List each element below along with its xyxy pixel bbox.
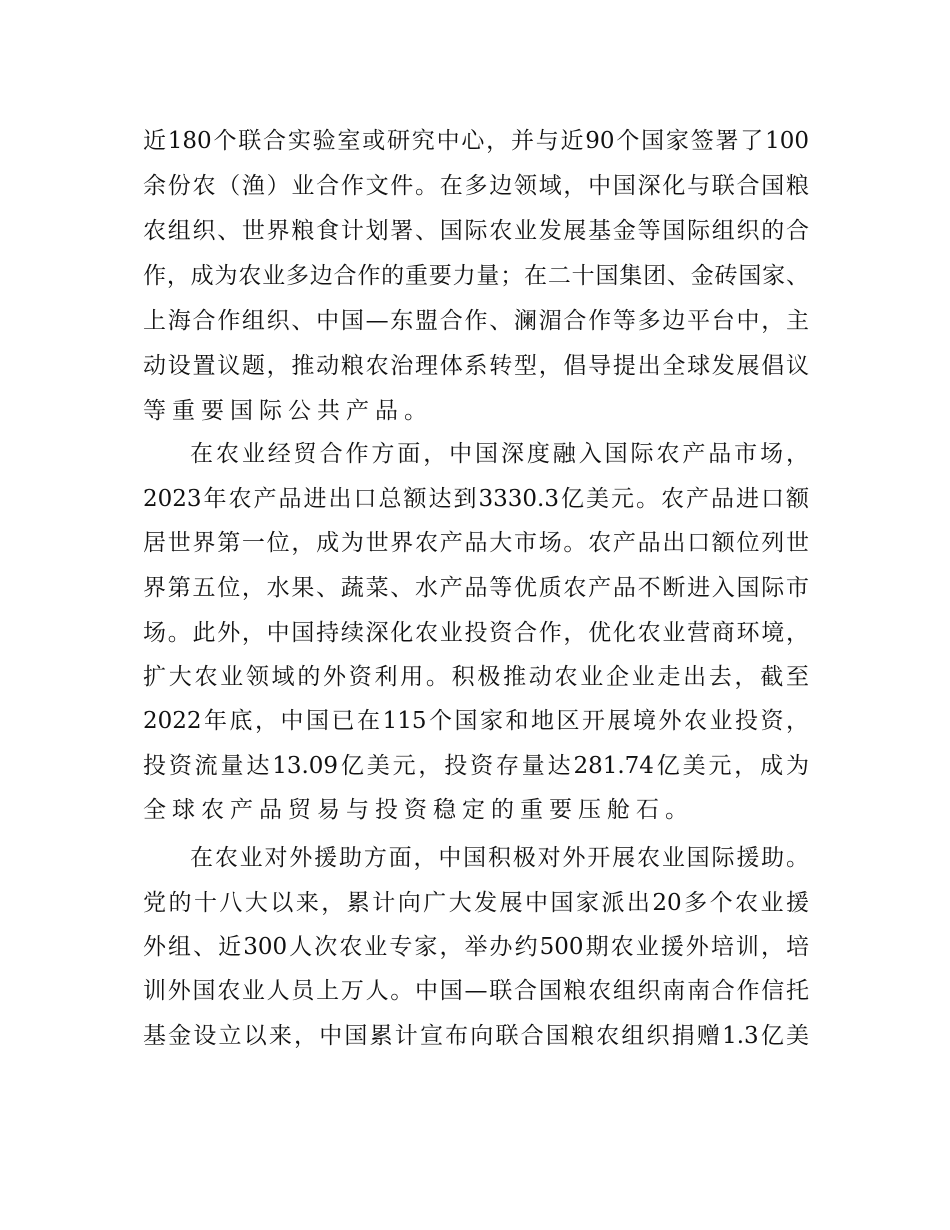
- text-line: 居世界第一位，成为世界农产品大市场。农产品出口额位列世: [143, 530, 809, 556]
- text-line: 场。此外，中国持续深化农业投资合作，优化农业营商环境，: [143, 620, 809, 646]
- text-line: 作，成为农业多边合作的重要力量；在二十国集团、金砖国家、: [143, 263, 809, 289]
- text-line: 党的十八大以来，累计向广大发展中国家派出20多个农业援: [143, 890, 809, 916]
- text-line: 近180个联合实验室或研究中心，并与近90个国家签署了100: [143, 128, 809, 154]
- text-line: 2022年底，中国已在115个国家和地区开展境外农业投资，: [143, 708, 809, 734]
- text-line: 外组、近300人次农业专家，举办约500期农业援外培训，培: [143, 934, 809, 960]
- text-line: 在农业经贸合作方面，中国深度融入国际农产品市场，: [190, 441, 809, 467]
- text-line: 农组织、世界粮食计划署、国际农业发展基金等国际组织的合: [143, 218, 809, 244]
- text-line: 投资流量达13.09亿美元，投资存量达281.74亿美元，成为: [143, 753, 809, 779]
- text-line: 扩大农业领域的外资利用。积极推动农业企业走出去，截至: [143, 664, 809, 690]
- text-line: 等重要国际公共产品。: [143, 398, 433, 424]
- text-line: 训外国农业人员上万人。中国—联合国粮农组织南南合作信托: [143, 978, 809, 1004]
- text-line: 在农业对外援助方面，中国积极对外开展农业国际援助。: [190, 845, 809, 871]
- text-line: 动设置议题，推动粮农治理体系转型，倡导提出全球发展倡议: [143, 353, 809, 379]
- text-line: 全球农产品贸易与投资稳定的重要压舱石。: [143, 797, 694, 823]
- text-line: 上海合作组织、中国—东盟合作、澜湄合作等多边平台中，主: [143, 308, 809, 334]
- text-line: 余份农（渔）业合作文件。在多边领域，中国深化与联合国粮: [143, 173, 809, 199]
- text-line: 基金设立以来，中国累计宣布向联合国粮农组织捐赠1.3亿美: [143, 1023, 809, 1049]
- text-line: 2023年农产品进出口总额达到3330.3亿美元。农产品进口额: [143, 486, 809, 512]
- text-line: 界第五位，水果、蔬菜、水产品等优质农产品不断进入国际市: [143, 575, 809, 601]
